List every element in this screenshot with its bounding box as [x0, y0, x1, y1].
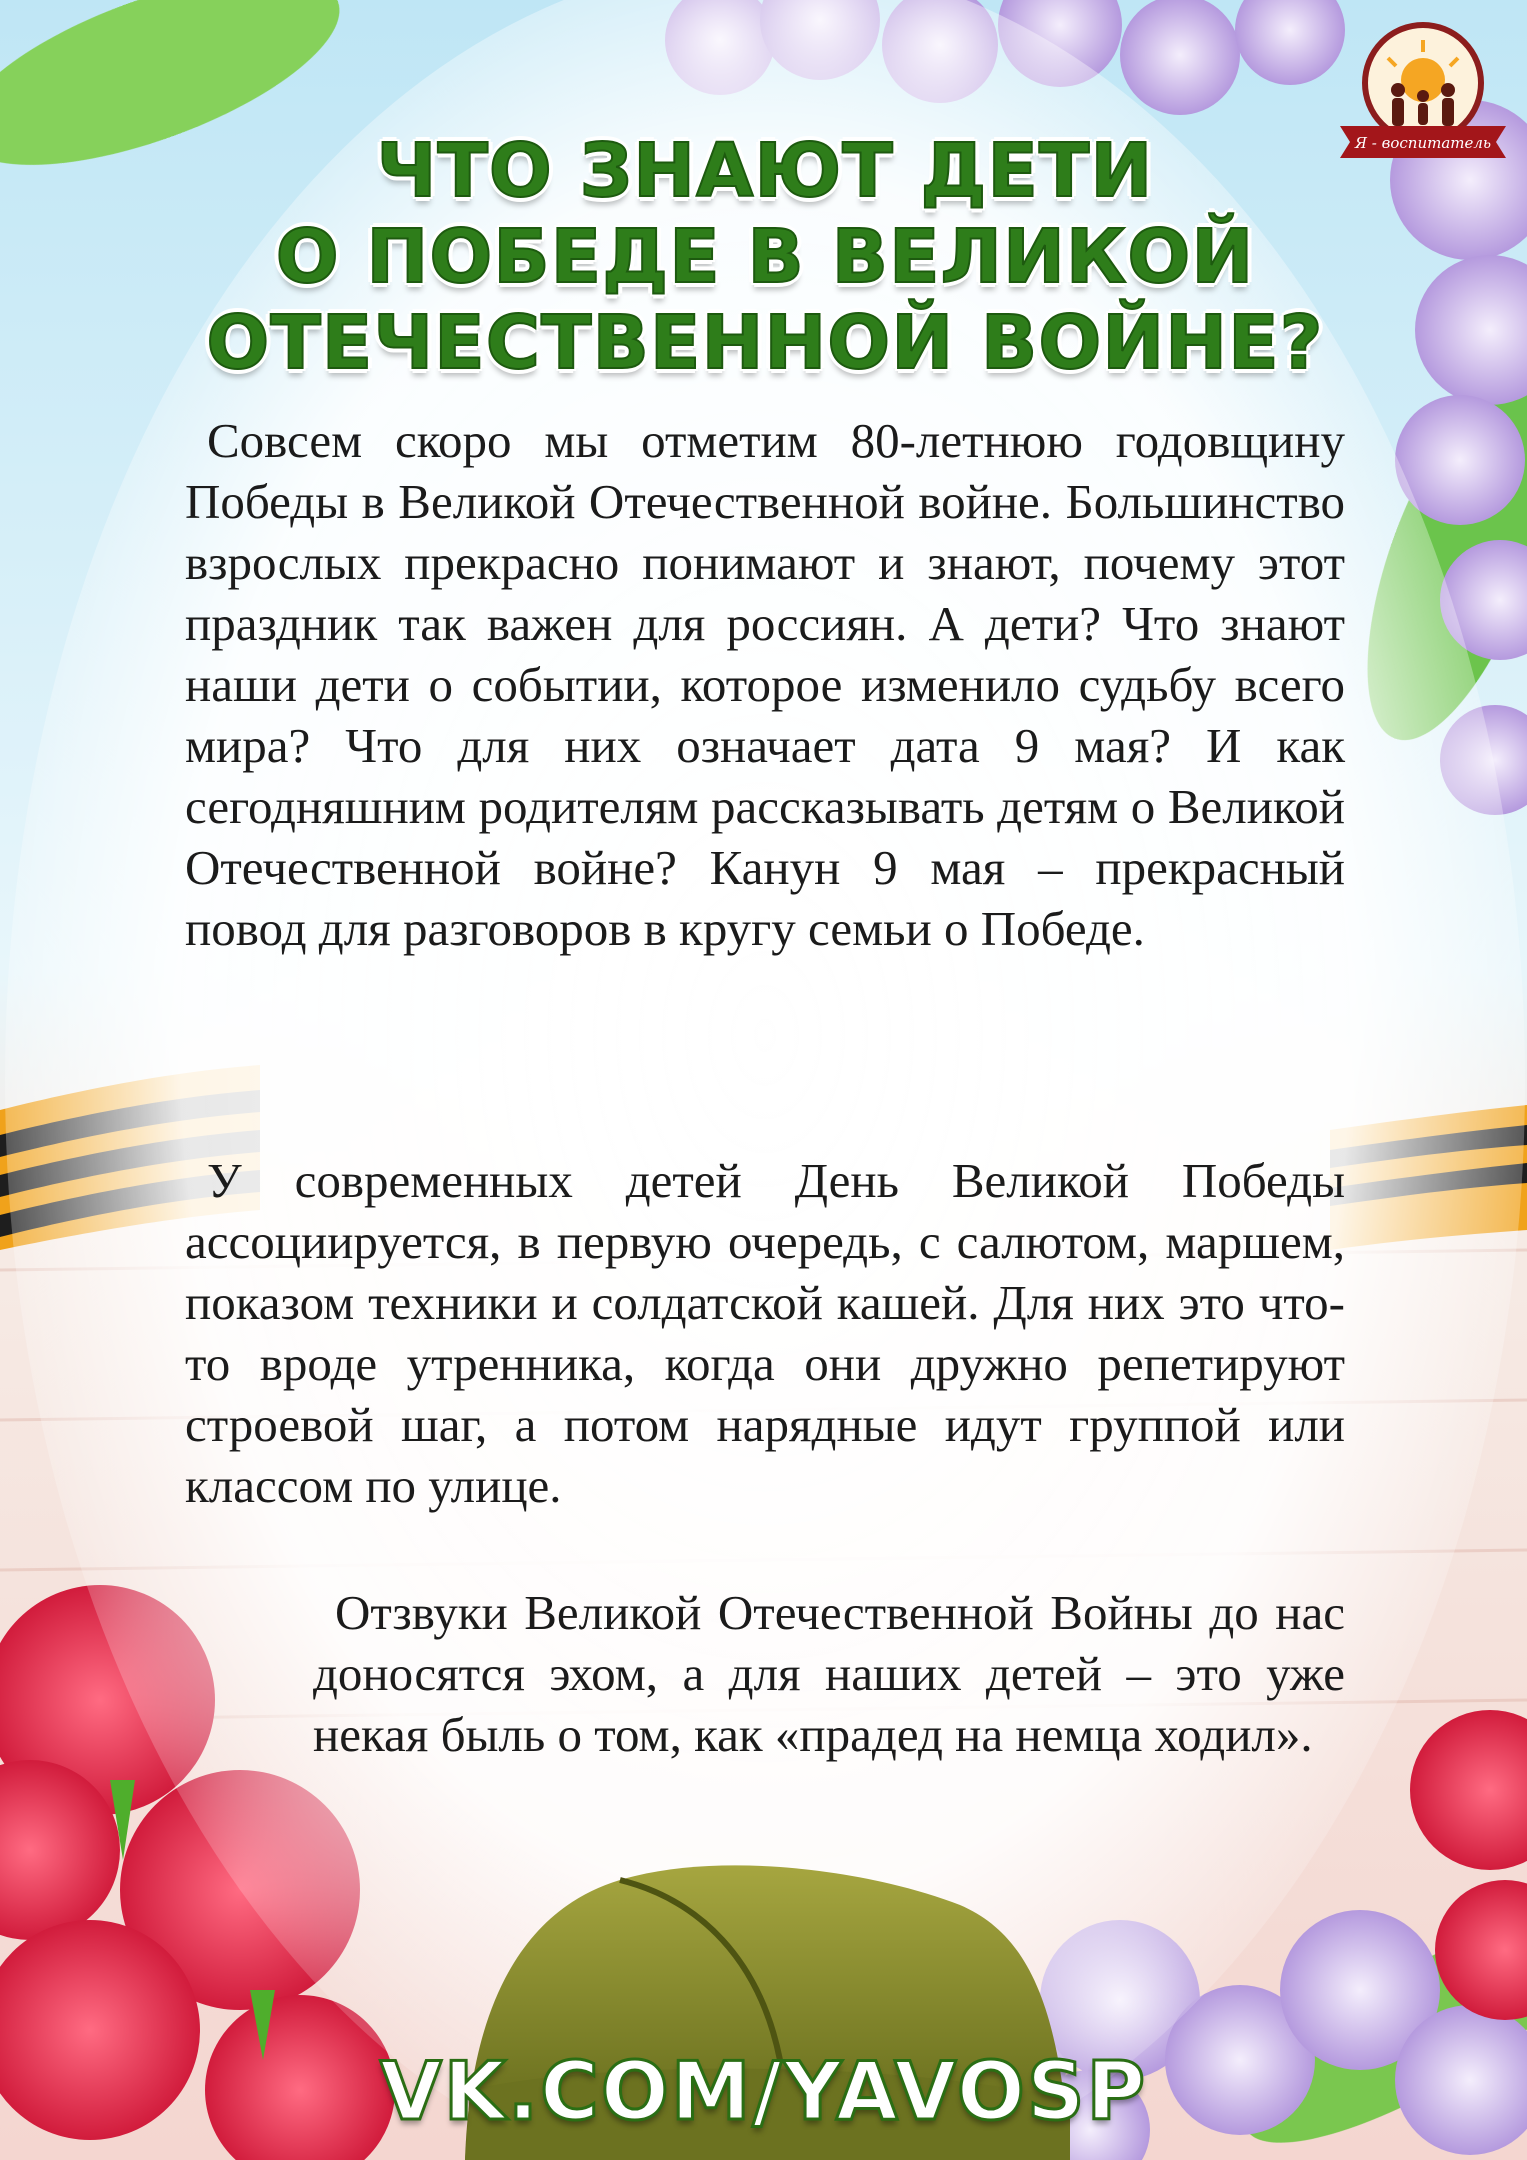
title-line: О ПОБЕДЕ В ВЕЛИКОЙ	[275, 214, 1255, 300]
paragraph-echoes: Отзвуки Великой Отечественной Войны до нас доносятся эхом, а для наших детей – это уже некая быль о том, как «прадед на немца ходил».	[313, 1585, 1345, 1762]
logo-text: Я - воспитатель	[1354, 134, 1492, 152]
footer-url: VK.COM/YAVOSP	[379, 2045, 1148, 2138]
paragraph-modern-children: У современных детей День Великой Победы ассоциируется, в первую очередь, с салютом, маршем, показом техники и солдатской кашей. Для них это что-то вроде утренника, когда они дружно репетируют строевой шаг, а потом нарядные идут группой или классом по улице.	[185, 1153, 1345, 1513]
title-line: ОТЕЧЕСТВЕННОЙ ВОЙНЕ?	[206, 300, 1324, 386]
paragraph-intro: Совсем скоро мы отметим 80-летнюю годовщину Победы в Великой Отечественной войне. Большинство взрослых прекрасно понимают и знают, почему этот праздник так важен для россиян. А дети? Что знают наши дети о событии, которое изменило судьбу всего мира? Что для них означает дата 9 мая? И как сегодняшним родителям рассказывать детям о Великой Отечественной войне? Канун 9 мая – прекрасный повод для разговоров в кругу семьи о Победе.	[185, 413, 1345, 956]
title-line: ЧТО ЗНАЮТ ДЕТИ	[376, 128, 1154, 214]
page-title	[180, 128, 1350, 386]
